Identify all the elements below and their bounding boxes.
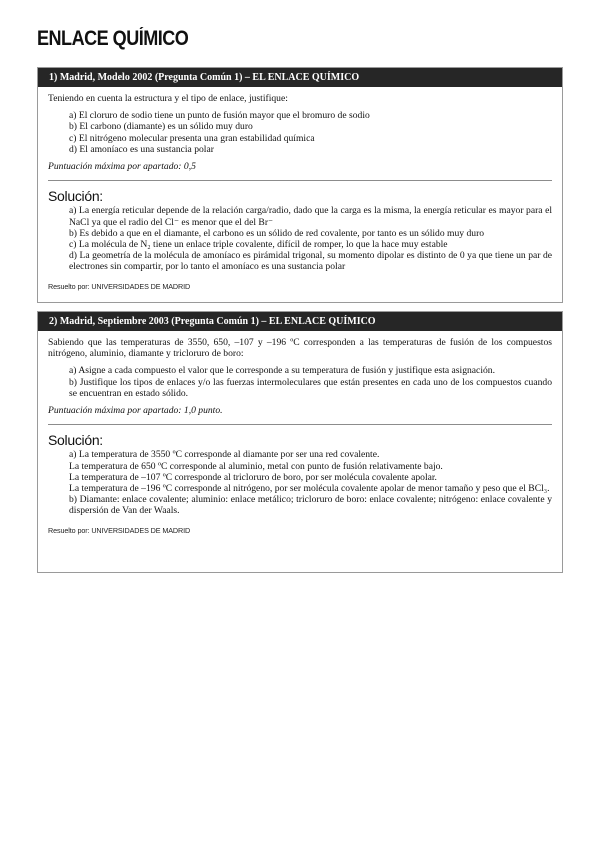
divider	[48, 424, 552, 425]
question-items	[48, 365, 552, 399]
question-item: c) El nitrógeno molecular presenta una gran estabilidad química	[69, 132, 315, 144]
question-item: a) Asigne a cada compuesto el valor que le corresponde a su temperatura de fusión y justifique esta asignación.	[69, 365, 495, 377]
question-items	[48, 110, 552, 155]
question-item: b) El carbono (diamante) es un sólido muy duro	[69, 121, 253, 133]
solution-item: La temperatura de 650 ºC corresponde al aluminio, metal con punto de fusión relativamente bajo.	[69, 460, 443, 472]
page-title: ENLACE QUÍMICO	[37, 27, 189, 50]
question-intro: Sabiendo que las temperaturas de 3550, 650, –107 y –196 ºC corresponden a las temperaturas de fusión de los compuestos nitrógeno, aluminio, diamante y tricloruro de boro:	[48, 337, 552, 360]
question-header: 2) Madrid, Septiembre 2003 (Pregunta Común 1) – EL ENLACE QUÍMICO	[38, 312, 562, 331]
score-note: Puntuación máxima por apartado: 1,0 punto.	[48, 405, 223, 417]
question-item: a) El cloruro de sodio tiene un punto de fusión mayor que el bromuro de sodio	[69, 110, 370, 122]
question-card-1	[37, 67, 563, 303]
solution-item: La temperatura de –107 ºC corresponde al tricloruro de boro, por ser molécula covalente apolar.	[69, 471, 437, 483]
credit-line: Resuelto por: UNIVERSIDADES DE MADRID	[48, 281, 191, 291]
credit-line: Resuelto por: UNIVERSIDADES DE MADRID	[48, 525, 191, 535]
solution-item: La temperatura de –196 ºC corresponde al nitrógeno, por ser molécula covalente apolar de menor tamaño y peso que el BCl₃.	[69, 483, 550, 495]
question-header: 1) Madrid, Modelo 2002 (Pregunta Común 1) – EL ENLACE QUÍMICO	[38, 68, 562, 87]
solution-items	[48, 449, 552, 516]
score-note: Puntuación máxima por apartado: 0,5	[48, 161, 196, 173]
solution-title: Solución:	[48, 432, 103, 449]
solution-item: a) La energía reticular depende de la relación carga/radio, dado que la carga es la misma, la energía reticular es mayor para el NaCl ya que el radio del Cl⁻ es menor que el del Br⁻	[69, 205, 552, 228]
solution-item: a) La temperatura de 3550 ºC corresponde al diamante por ser una red covalente.	[69, 449, 380, 461]
solution-item: d) La geometría de la molécula de amoníaco es pirámidal trigonal, su momento dipolar es distinto de 0 ya que tiene un par de electrones sin compartir, por lo tanto el amoníaco es una sustancia polar	[69, 250, 552, 273]
question-intro: Teniendo en cuenta la estructura y el tipo de enlace, justifique:	[48, 93, 288, 104]
divider	[48, 180, 552, 181]
question-card-2	[37, 311, 563, 573]
solution-item: c) La molécula de N₂ tiene un enlace triple covalente, difícil de romper, lo que la hace muy estable	[69, 239, 448, 251]
solution-item: b) Diamante: enlace covalente; aluminio: enlace metálico; tricloruro de boro: enlace covalente; nitrógeno: enlace covalente y dispersión de Van der Waals.	[69, 494, 552, 517]
solution-items	[48, 205, 552, 272]
question-item: b) Justifique los tipos de enlaces y/o las fuerzas intermoleculares que están presentes en cada uno de los compuestos cuando se encuentran en estado sólido.	[69, 376, 552, 399]
question-item: d) El amoníaco es una sustancia polar	[69, 143, 214, 155]
question-body	[38, 331, 562, 536]
solution-item: b) Es debido a que en el diamante, el carbono es un sólido de red covalente, por tanto es un sólido muy duro	[69, 227, 485, 239]
question-body	[38, 87, 562, 292]
solution-title: Solución:	[48, 188, 103, 205]
